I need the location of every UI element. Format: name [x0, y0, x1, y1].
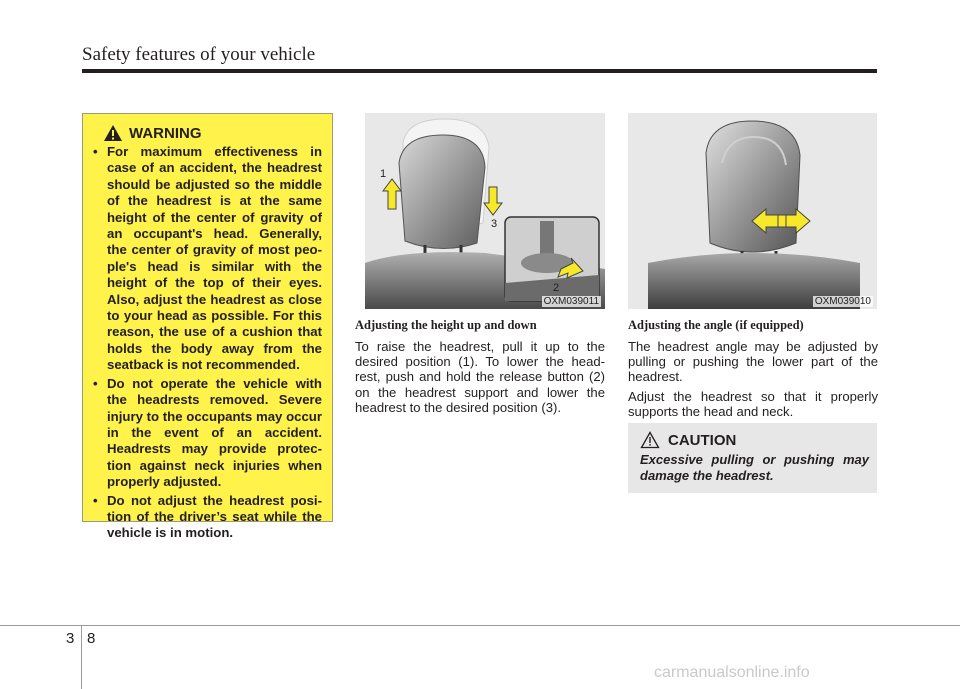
header-rule	[82, 69, 877, 73]
warning-item	[93, 144, 322, 374]
figure-code: OXM039011	[543, 296, 599, 307]
page-number: 8	[87, 630, 96, 647]
height-adjust-body: To raise the headrest, pull it up to the desired position (1). To lower the head-rest, push and hold the release button (2) on the headrest support and lower the headrest to the desired position (3).	[355, 339, 605, 415]
warning-triangle-icon	[103, 124, 123, 142]
warning-item-text: Do not adjust the headrest posi-tion of the driver’s seat while the vehicle is in motion.	[107, 492, 322, 541]
page-header-title: Safety features of your vehicle	[82, 44, 316, 65]
headrest-height-illustration	[365, 113, 605, 309]
angle-adjust-paragraph: The headrest angle may be adjusted by pulling or pushing the lower part of the headrest.	[628, 339, 878, 385]
headrest-angle-illustration	[628, 113, 877, 309]
caution-triangle-icon	[640, 431, 660, 449]
chapter-number: 3	[66, 630, 75, 647]
figure-label-3: 3	[491, 218, 498, 230]
height-adjust-heading: Adjusting the height up and down	[355, 318, 537, 332]
caution-box	[628, 423, 877, 493]
warning-item-text: For maximum effectiveness in case of an accident, the headrest should be adjusted so the middle of the headrest is at the same height of the center of gravity of an occupant's head. Generally, the center of gravity of most peo-ple's head is similar with the height of the top of their eyes. Also, adjust the headrest as close to your head as possible. For this reason, the use of a cushion that holds the body away from the seatback is not recommended.	[107, 144, 322, 373]
warning-item	[93, 376, 322, 491]
watermark: carmanualsonline.info	[654, 664, 810, 681]
footer-divider	[81, 626, 82, 689]
bullet: •	[93, 492, 98, 508]
figure-code: OXM039010	[814, 296, 871, 307]
warning-item	[93, 493, 322, 542]
figure-label-1: 1	[380, 168, 387, 180]
warning-list	[93, 144, 322, 542]
caution-text: Excessive pulling or pushing may damage the headrest.	[640, 452, 869, 483]
angle-adjust-section	[628, 318, 878, 423]
angle-adjust-heading: Adjusting the angle (if equipped)	[628, 318, 804, 332]
footer-rule	[0, 625, 960, 626]
caution-header	[640, 431, 869, 449]
figure-label-2: 2	[553, 282, 560, 294]
height-adjust-section	[355, 318, 605, 419]
bullet: •	[93, 144, 98, 159]
bullet: •	[93, 375, 98, 391]
warning-title: WARNING	[129, 124, 202, 142]
headrest-height-figure	[365, 113, 605, 309]
warning-header	[103, 124, 322, 142]
headrest-angle-figure	[628, 113, 877, 309]
angle-adjust-paragraph: Adjust the headrest so that it properly supports the head and neck.	[628, 388, 878, 419]
warning-box	[82, 113, 333, 541]
warning-item-text: Do not operate the vehicle with the headrests removed. Severe injury to the occupants may occur in the event of an accident. Headrests may provide protec-tion against neck injuries when properly adjusted.	[107, 375, 322, 490]
caution-title: CAUTION	[668, 431, 737, 449]
